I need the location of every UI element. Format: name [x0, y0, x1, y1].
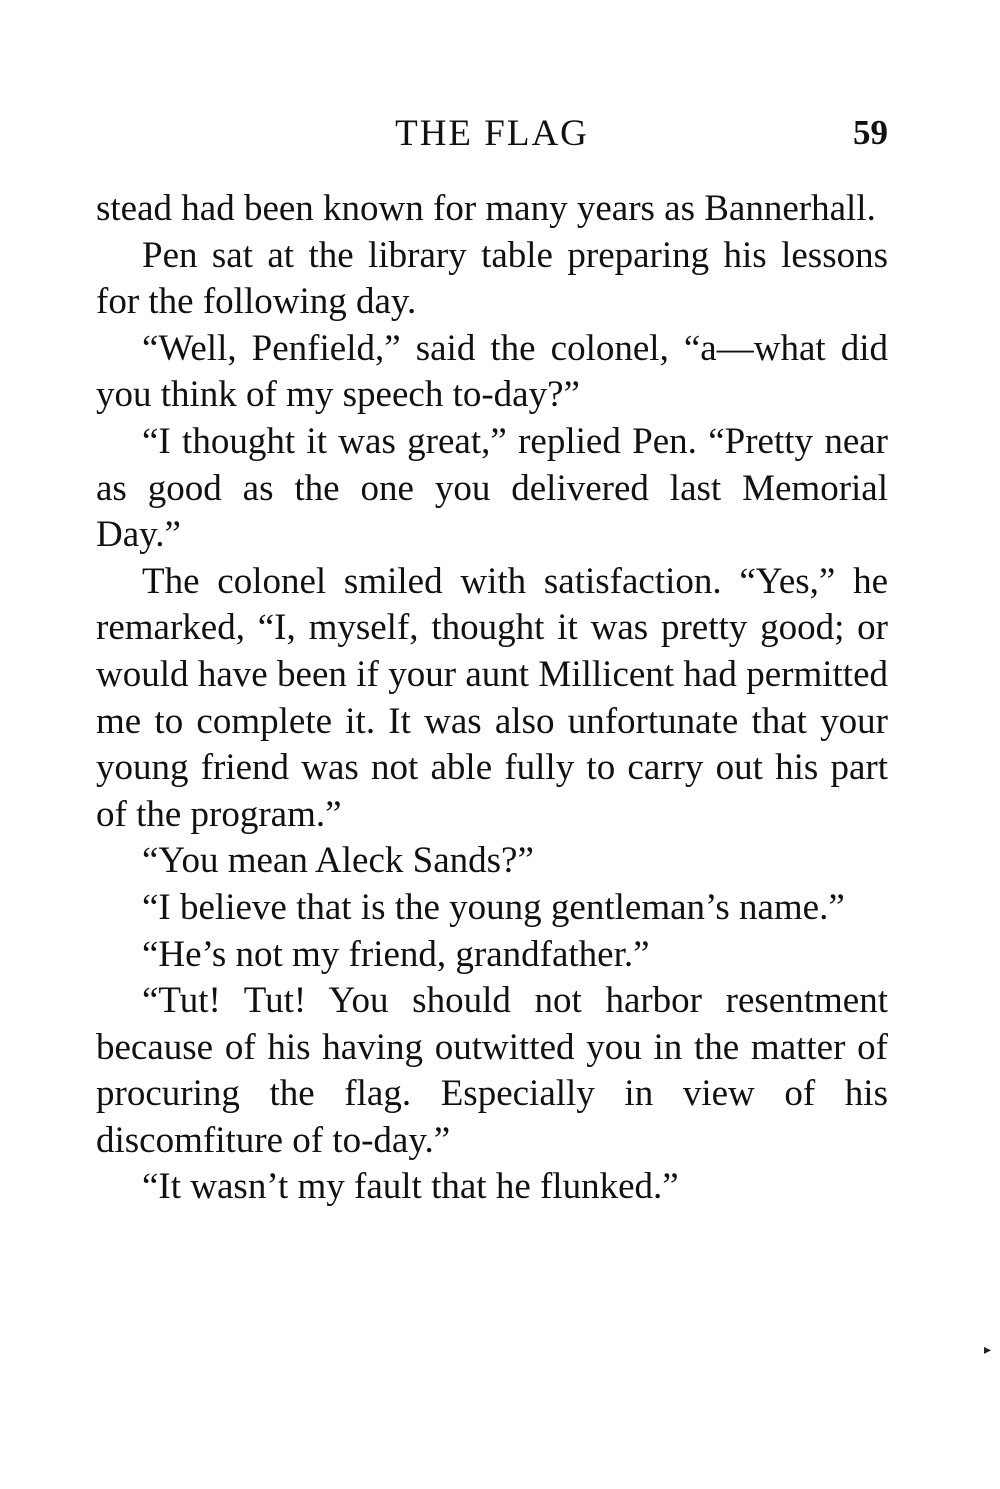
paragraph: Pen sat at the library table preparing his lessons for the following day.: [96, 234, 888, 323]
paragraph: “He’s not my friend, grandfather.”: [142, 933, 650, 975]
running-header: [96, 112, 888, 162]
running-title: THE FLAG: [395, 113, 589, 154]
paragraph: “I thought it was great,” replied Pen. “Pretty near as good as the one you delivered last Memorial Day.”: [96, 420, 888, 556]
paragraph: “Well, Penfield,” said the colonel, “a—what did you think of my speech to-day?”: [96, 327, 888, 416]
paragraph: “It wasn’t my fault that he flunked.”: [142, 1166, 679, 1208]
paragraph: “Tut! Tut! You should not harbor resentment because of his having outwitted you in the matter of procuring the flag. Especially in view of his discomfiture of to-day.”: [96, 980, 888, 1161]
paragraph: “I believe that is the young gentleman’s name.”: [142, 886, 845, 928]
paragraph: The colonel smiled with satisfaction. “Yes,” he remarked, “I, myself, thought it was pretty good; or would have been if your aunt Millicent had permitted me to complete it. It was also unfortunate that your young friend was not able fully to carry out his part of the program.”: [96, 560, 888, 835]
paragraph-continuation: stead had been known for many years as Bannerhall.: [96, 188, 876, 229]
margin-mark: ▸: [984, 1343, 992, 1358]
body-text: [96, 186, 888, 1211]
page-number: 59: [853, 113, 888, 152]
paragraph: “You mean Aleck Sands?”: [142, 840, 534, 882]
